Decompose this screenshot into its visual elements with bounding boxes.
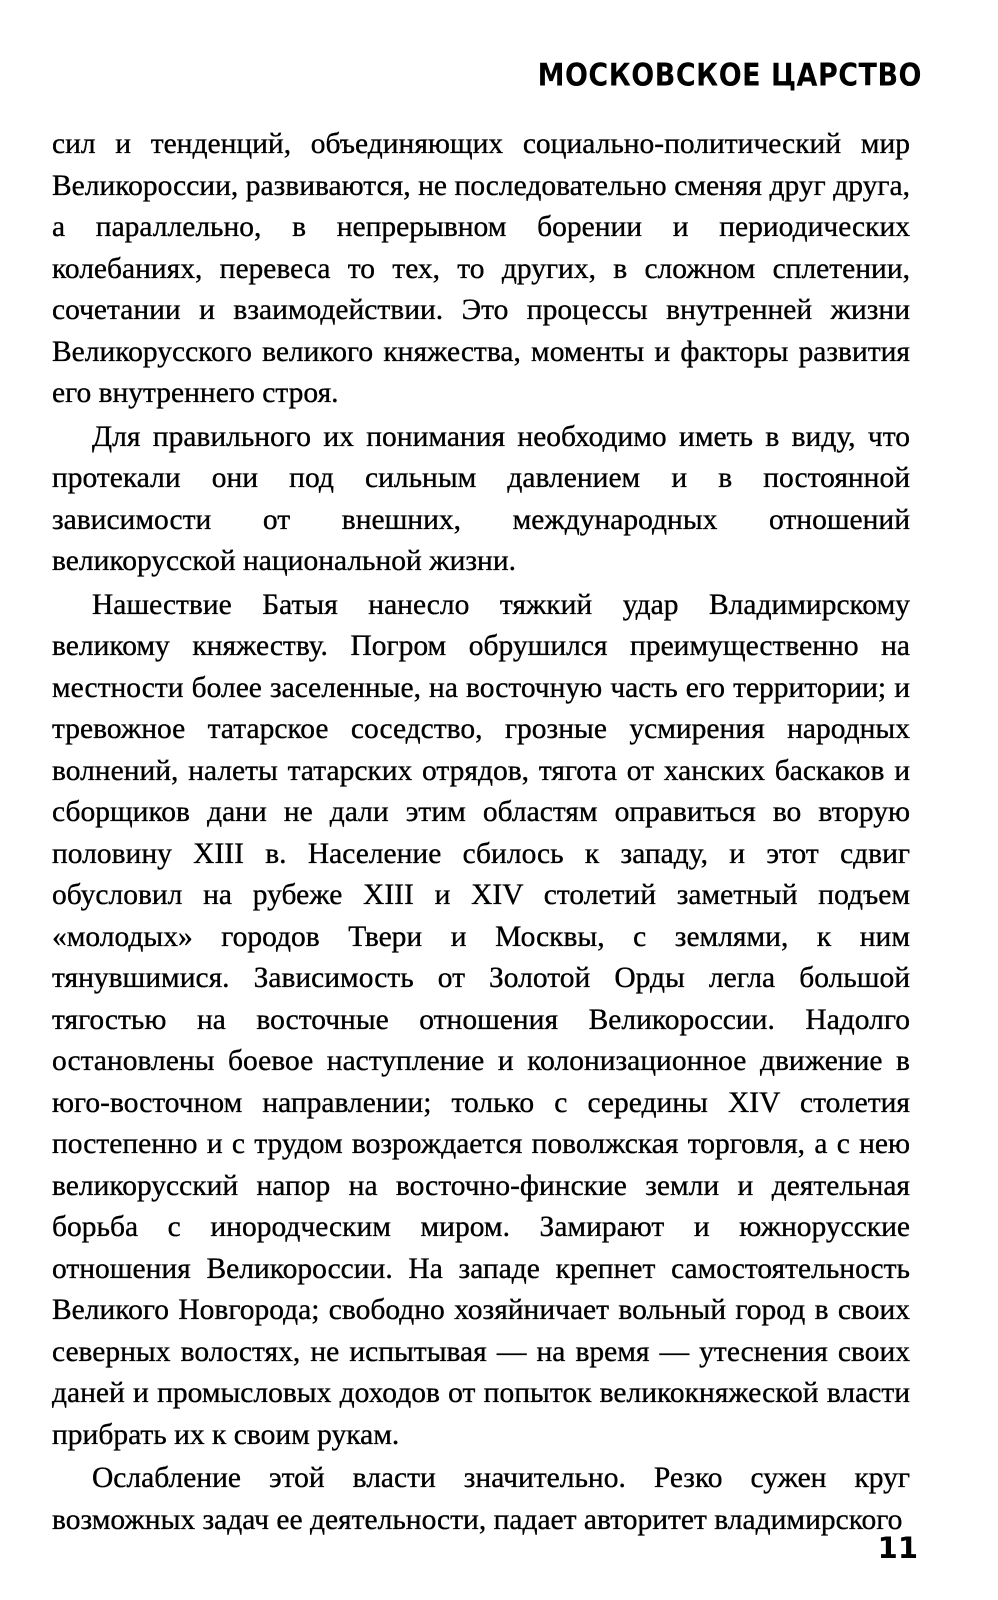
body-text [52, 124, 910, 1541]
page-number: 11 [877, 1531, 918, 1565]
paragraph: Ослабление этой власти значительно. Резко сужен круг возможных задач ее деятельности, падает авторитет владимирского [52, 1462, 910, 1536]
running-header: МОСКОВСКОЕ ЦАРСТВО [537, 58, 922, 94]
paragraph-continuation: сил и тенденций, объединяющих социально-политический мир Великороссии, развиваются, не последовательно сменяя друг друга, а параллельно, в непрерывном борении и периодических колебаниях, перевеса то тех, то других, в сложном сплетении, сочетании и взаимодействии. Это процессы внутренней жизни Великорусского великого княжества, моменты и факторы развития его внутреннего строя. [52, 128, 910, 409]
paragraph: Нашествие Батыя нанесло тяжкий удар Владимирскому великому княжеству. Погром обрушился преимущественно на местности более заселенные, на восточную часть его территории; и тревожное татарское соседство, грозные усмирения народных волнений, налеты татарских отрядов, тягота от ханских баскаков и сборщиков дани не дали этим областям оправиться во вторую половину XIII в. Население сбилось к западу, и этот сдвиг обусловил на рубеже XIII и XIV столетий заметный подъем «молодых» городов Твери и Москвы, с землями, к ним тянувшимися. Зависимость от Золотой Орды легла большой тягостью на восточные отношения Великороссии. Надолго остановлены боевое наступление и колонизационное движение в юго-восточном направлении; только с середины XIV столетия постепенно и с трудом возрождается поволжская торговля, а с нею великорусский напор на восточно-финские земли и деятельная борьба с инородческим миром. Замирают и южнорусские отношения Великороссии. На западе крепнет самостоятельность Великого Новгорода; свободно хозяйничает вольный город в своих северных волостях, не испытывая — на время — утеснения своих даней и промысловых доходов от попыток великокняжеской власти прибрать их к своим рукам. [52, 588, 910, 1451]
paragraph: Для правильного их понимания необходимо иметь в виду, что протекали они под сильным давлением и в постоянной зависимости от внешних, международных отношений великорусской национальной жизни. [52, 420, 910, 577]
